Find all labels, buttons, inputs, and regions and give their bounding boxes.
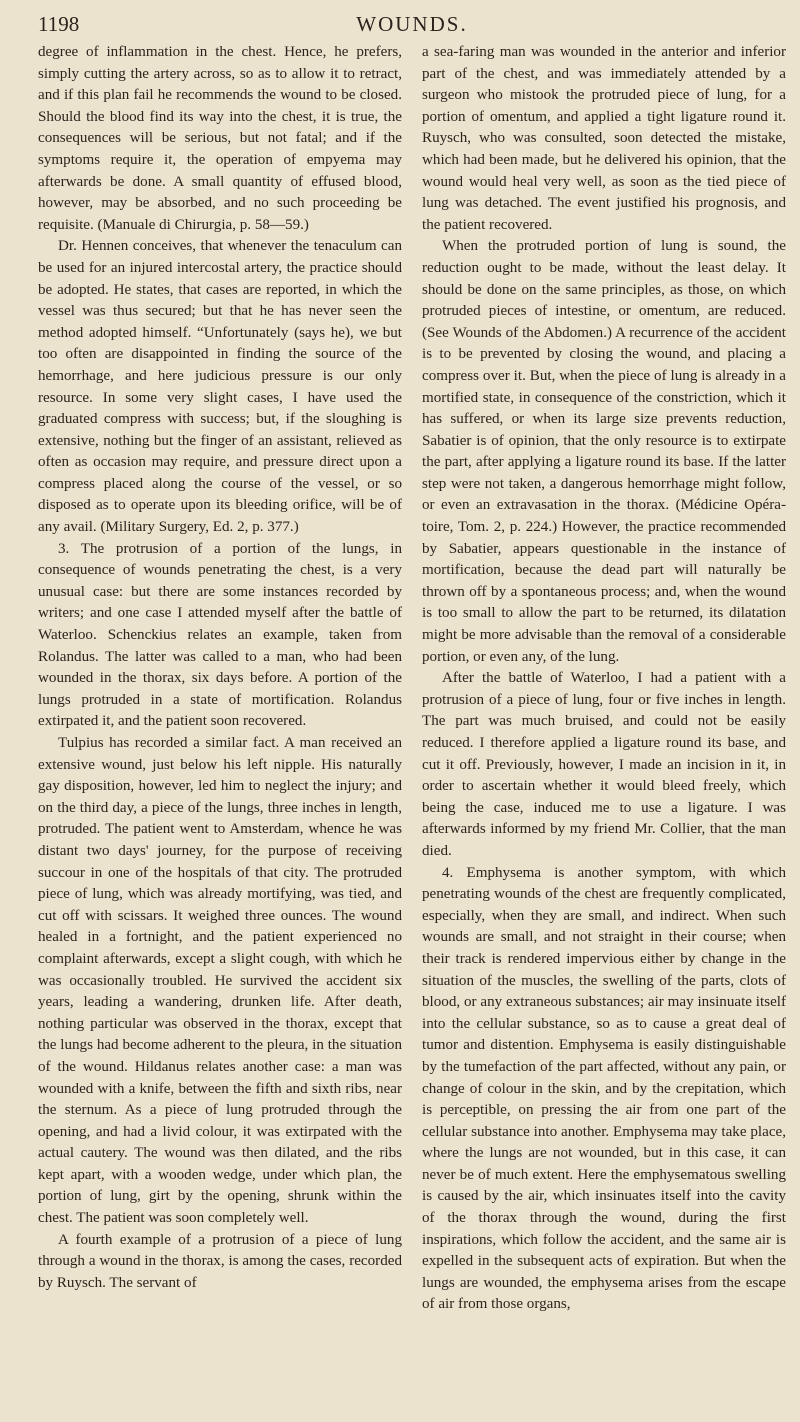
- left-column: [38, 42, 402, 1316]
- paragraph: After the battle of Waterloo, I had a patient with a protrusion of a piece of lung, four or five inches in length. The part was much bruised, and could not be easily reduced. I therefore applied a ligature round its base, and cut it off. Previously, however, I made an incision in it, in order to ascertain whether it would bleed freely, which being the case, induced me to use a ligature. I was afterwards informed by my friend Mr. Collier, that the man died.: [422, 670, 786, 859]
- page-number: 1198: [38, 12, 80, 36]
- paragraph: Tulpius has recorded a similar fact. A man received an extensive wound, just below his left nipple. His naturally gay disposition, however, led him to neglect the injury; and on the third day, a piece of the lungs, three inches in length, protruded. The patient went to Amsterdam, whence he was distant two days' journey, for the purpose of receiving succour in one of the hospitals of that city. The protruded piece of lung, which was already mortifying, was tied, and cut off with scissars. It weighed three ounces. The wound healed in a fortnight, and the patient experienced no complaint afterwards, except a slight cough, with which he was occasionally troubled. He survived the accident six years, leading a wandering, drunken life. After death, nothing particular was observed in the thorax, except that the lungs had become adherent to the pleura, in the situation of the wound. Hildanus relates another case: a man was wounded with a knife, between the fifth and sixth ribs, near the sternum. As a piece of lung protruded through the opening, and had a livid colour, it was extirpated with the actual cautery. The wound was then dilated, and the ribs kept apart, with a wooden wedge, under which plan, the portion of lung, girt by the opening, shrunk within the chest. The patient was soon completely well.: [38, 735, 402, 1227]
- paragraph: A fourth example of a protrusion of a piece of lung through a wound in the thorax, is among the cases, recorded by Ruysch. The servant of: [38, 1231, 402, 1291]
- paragraph: When the protruded portion of lung is sound, the reduction ought to be made, without the least delay. It should be done on the same principles, as those, on which protruded pieces of intestine, or omentum, are reduced. (See Wounds of the Abdomen.) A recurrence of the accident is to be prevented by closing the wound, and placing a compress over it. But, when the piece of lung is already in a mortified state, in consequence of the constriction, which it has suffered, or when its large size prevents reduction, Sabatier is of opinion, that the only resource is to extirpate the part, after applying a ligature round its base. If the latter step were not taken, a dangerous hemorrhage might follow, or even an extravasation in the thorax. (Médicine Opéra-toire, Tom. 2, p. 224.) However, the practice recommended by Sabatier, appears questionable in the instance of mortification, because the dead part will naturally be thrown off by a spontaneous process; and, when the wound is too small to allow the part to be returned, its dilatation might be more advisable than the removal of a considerable portion, or even any, of the lung.: [422, 238, 786, 665]
- page-header: [38, 12, 786, 38]
- paragraph: degree of inflammation in the chest. Hence, he prefers, simply cutting the artery across, so as to allow it to retract, and if this plan fail he recommends the wound to be closed. Should the blood find its way into the chest, it is true, the consequences will be serious, but not fatal; and if the symptoms require it, the operation of empyema may afterwards be done. A small quantity of effused blood, however, may be absorbed, and no such proceeding be requisite. (Manuale di Chirurgia, p. 58—59.): [38, 44, 402, 233]
- text-columns: [38, 42, 786, 1316]
- right-column: [422, 42, 786, 1316]
- paragraph: 4. Emphysema is another symptom, with which penetrating wounds of the chest are frequently complicated, especially, when they are small, and indirect. When such wounds are small, and not straight in their course; when their track is rendered impervious either by change in the situation of the muscles, the swelling of the parts, clots of blood, or any extraneous substances; air may insinuate itself into the cellular substance, so as to cause a great deal of tumor and distention. Emphysema is easily distinguishable by the tumefaction of the part affected, without any pain, or change of colour in the skin, and by the crepitation, which is perceptible, on pressing the air from one part of the cellular substance into another. Emphysema may take place, where the lungs are not wounded, but in this case, it can never be of much extent. Here the emphysematous swelling is caused by the air, which insinuates itself into the cavity of the thorax through the wound, during the first inspirations, which follow the accident, and the same air is expelled in the subsequent acts of expiration. But when the lungs are wounded, the emphysema arises from the escape of air from those organs,: [422, 864, 786, 1313]
- running-head: WOUNDS.: [356, 12, 468, 36]
- paragraph: 3. The protrusion of a portion of the lungs, in consequence of wounds penetrating the chest, is a very unusual case: but there are some instances recorded by writers; and one case I attended myself after the battle of Waterloo. Schenckius relates an example, taken from Rolandus. The latter was called to a man, who had been wounded in the thorax, six days before. A portion of the lungs protruded in a state of mortification. Rolandus extirpated it, and the patient soon recovered.: [38, 540, 402, 730]
- paragraph: Dr. Hennen conceives, that whenever the tenaculum can be used for an injured intercostal artery, the practice should be adopted. He states, that cases are reported, in which the vessel was thus secured; but that he has never seen the method adopted himself. “Unfortunately (says he), we but too often are disappointed in finding the source of the hemorrhage, and here judicious pressure is our only resource. In some very slight cases, I have used the graduated compress with success; but, if the sloughing is extensive, nothing but the finger of an assistant, relieved as often as occasion may require, and pressure direct upon a compress placed along the course of the vessel, or so disposed as to operate upon its bleeding orifice, will be of any avail. (Military Surgery, Ed. 2, p. 377.): [38, 238, 402, 536]
- paragraph: a sea-faring man was wounded in the anterior and inferior part of the chest, and was immediately attended by a surgeon who mistook the protruded piece of lung, for a portion of omentum, and applied a tight ligature round it. Ruysch, who was consulted, soon detected the mistake, which had been made, but he delivered his opinion, that the wound would heal very well, as soon as the tied piece of lung was detached. The event justified his prognosis, and the patient recovered.: [422, 44, 786, 233]
